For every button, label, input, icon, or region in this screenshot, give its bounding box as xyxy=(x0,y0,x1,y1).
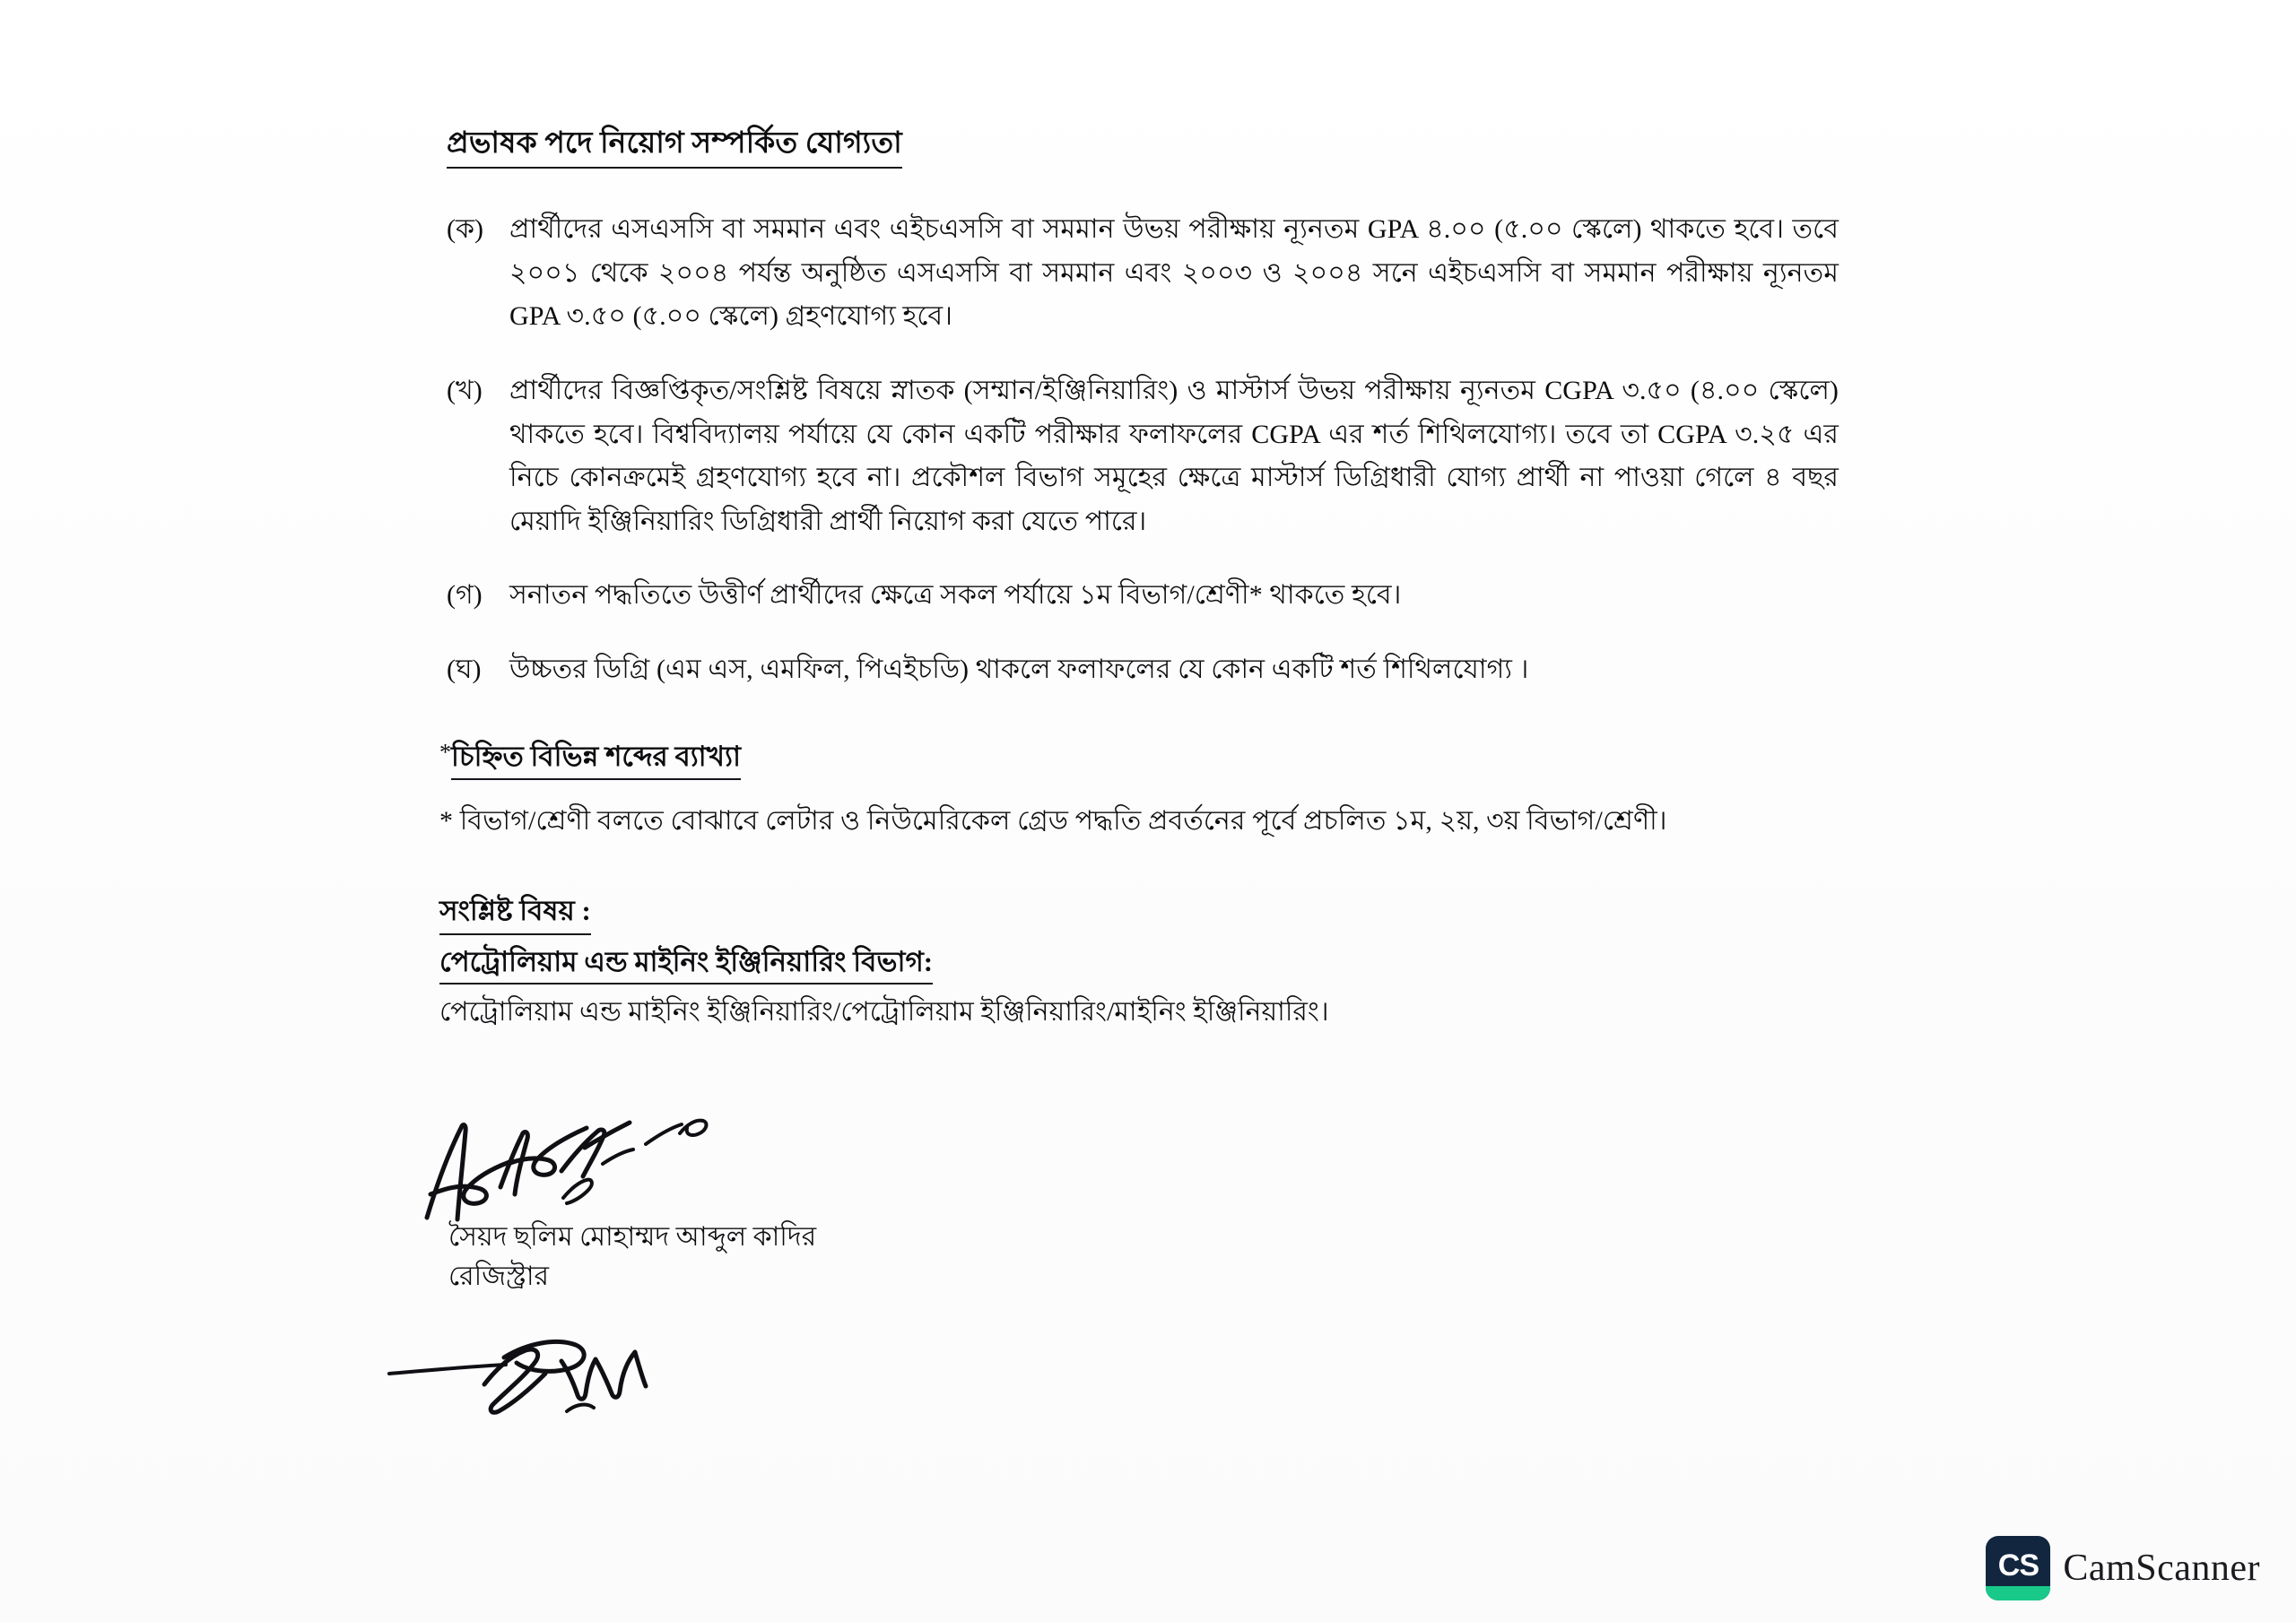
clause-marker: (ক) xyxy=(447,214,483,245)
clause-marker: (খ) xyxy=(447,376,483,406)
document-title-wrap xyxy=(439,126,1839,169)
camscanner-logo-icon xyxy=(1986,1536,2050,1600)
clause-marker: (ঘ) xyxy=(447,655,482,684)
page-title: প্রভাষক পদে নিয়োগ সম্পর্কিত যোগ্যতা xyxy=(447,126,902,169)
signer-role: রেজিস্ট্রার xyxy=(448,1261,550,1291)
clause-text: প্রার্থীদের এসএসসি বা সমমান এবং এইচএসসি বা সমমান উভয় পরীক্ষায় ন্যূনতম GPA ৪.০০ (৫.০০ স্কেলে) থাকতে হবে। তবে ২০০১ থেকে ২০০৪ পর্যন্ত অনুষ্ঠিত এসএসসি বা সমমান এবং ২০০৩ ও ২০০৪ সনে এইচএসসি বা সমমান পরীক্ষায় ন্যূনতম GPA ৩.৫০ (৫.০০ স্কেলে) গ্রহণযোগ্য হবে। xyxy=(509,214,1839,332)
clause-text: উচ্চতর ডিগ্রি (এম এস, এমফিল, পিএইচডি) থাকলে ফলাফলের যে কোন একটি শর্ত শিথিলযোগ্য । xyxy=(509,655,1529,684)
signature-block xyxy=(448,1128,1256,1296)
asterisk-marker: * xyxy=(439,739,451,766)
explanation-heading-wrap xyxy=(439,739,1839,780)
clause-item-kha xyxy=(439,369,1839,543)
document-content xyxy=(439,126,1839,1034)
subject-list: পেট্রোলিয়াম এন্ড মাইনিং ইঞ্জিনিয়ারিং/পেট্রোলিয়াম ইঞ্জিনিয়ারিং/মাইনিং ইঞ্জিনিয়ারিং। xyxy=(439,997,1329,1028)
explanation-section xyxy=(439,739,1839,844)
signer-name: সৈয়দ ছলিম মোহাম্মদ আব্দুল কাদির xyxy=(448,1222,817,1252)
camscanner-strip xyxy=(1986,1586,2050,1600)
clause-item-gha xyxy=(439,648,1839,692)
clause-text: সনাতন পদ্ধতিতে উত্তীর্ণ প্রার্থীদের ক্ষেত্রে সকল পর্যায়ে ১ম বিভাগ/শ্রেণী* থাকতে হবে। xyxy=(509,580,1402,611)
department-heading: পেট্রোলিয়াম এন্ড মাইনিং ইঞ্জিনিয়ারিং বিভাগ: xyxy=(439,944,933,984)
handwritten-signature-icon xyxy=(395,1112,771,1228)
subject-section xyxy=(439,893,1839,1033)
clause-list xyxy=(439,208,1839,691)
clause-item-ga xyxy=(439,574,1839,618)
clause-text: প্রার্থীদের বিজ্ঞপ্তিকৃত/সংশ্লিষ্ট বিষয়ে স্নাতক (সম্মান/ইঞ্জিনিয়ারিং) ও মাস্টার্স উভয় পরীক্ষায় ন্যূনতম CGPA ৩.৫০ (৪.০০ স্কেলে) থাকতে হবে। বিশ্ববিদ্যালয় পর্যায়ে যে কোন একটি পরীক্ষার ফলাফলের CGPA এর শর্ত শিথিলযোগ্য। তবে তা CGPA ৩.২৫ এর নিচে কোনক্রমেই গ্রহণযোগ্য হবে না। প্রকৌশল বিভাগ সমূহের ক্ষেত্রে মাস্টার্স ডিগ্রিধারী যোগ্য প্রার্থী না পাওয়া গেলে ৪ বছর মেয়াদি ইঞ্জিনিয়ারিং ডিগ্রিধারী প্রার্থী নিয়োগ করা যেতে পারে। xyxy=(509,376,1839,536)
subject-heading-wrap xyxy=(439,893,1839,934)
explanation-heading: চিহ্নিত বিভিন্ন শব্দের ব্যাখ্যা xyxy=(451,739,741,780)
camscanner-label: CamScanner xyxy=(2063,1548,2260,1589)
camscanner-watermark xyxy=(1986,1536,2260,1600)
explanation-body: * বিভাগ/শ্রেণী বলতে বোঝাবে লেটার ও নিউমেরিকেল গ্রেড পদ্ধতি প্রবর্তনের পূর্বে প্রচলিত ১ম, ২য়, ৩য় বিভাগ/শ্রেণী। xyxy=(439,805,1667,836)
clause-marker: (গ) xyxy=(447,580,483,611)
department-heading-wrap xyxy=(439,942,1839,984)
clause-item-ka xyxy=(439,208,1839,339)
subject-heading: সংশ্লিষ্ট বিষয় : xyxy=(439,893,591,934)
secondary-signature-icon xyxy=(377,1318,735,1435)
camscanner-badge-text: CS xyxy=(1997,1548,2039,1583)
